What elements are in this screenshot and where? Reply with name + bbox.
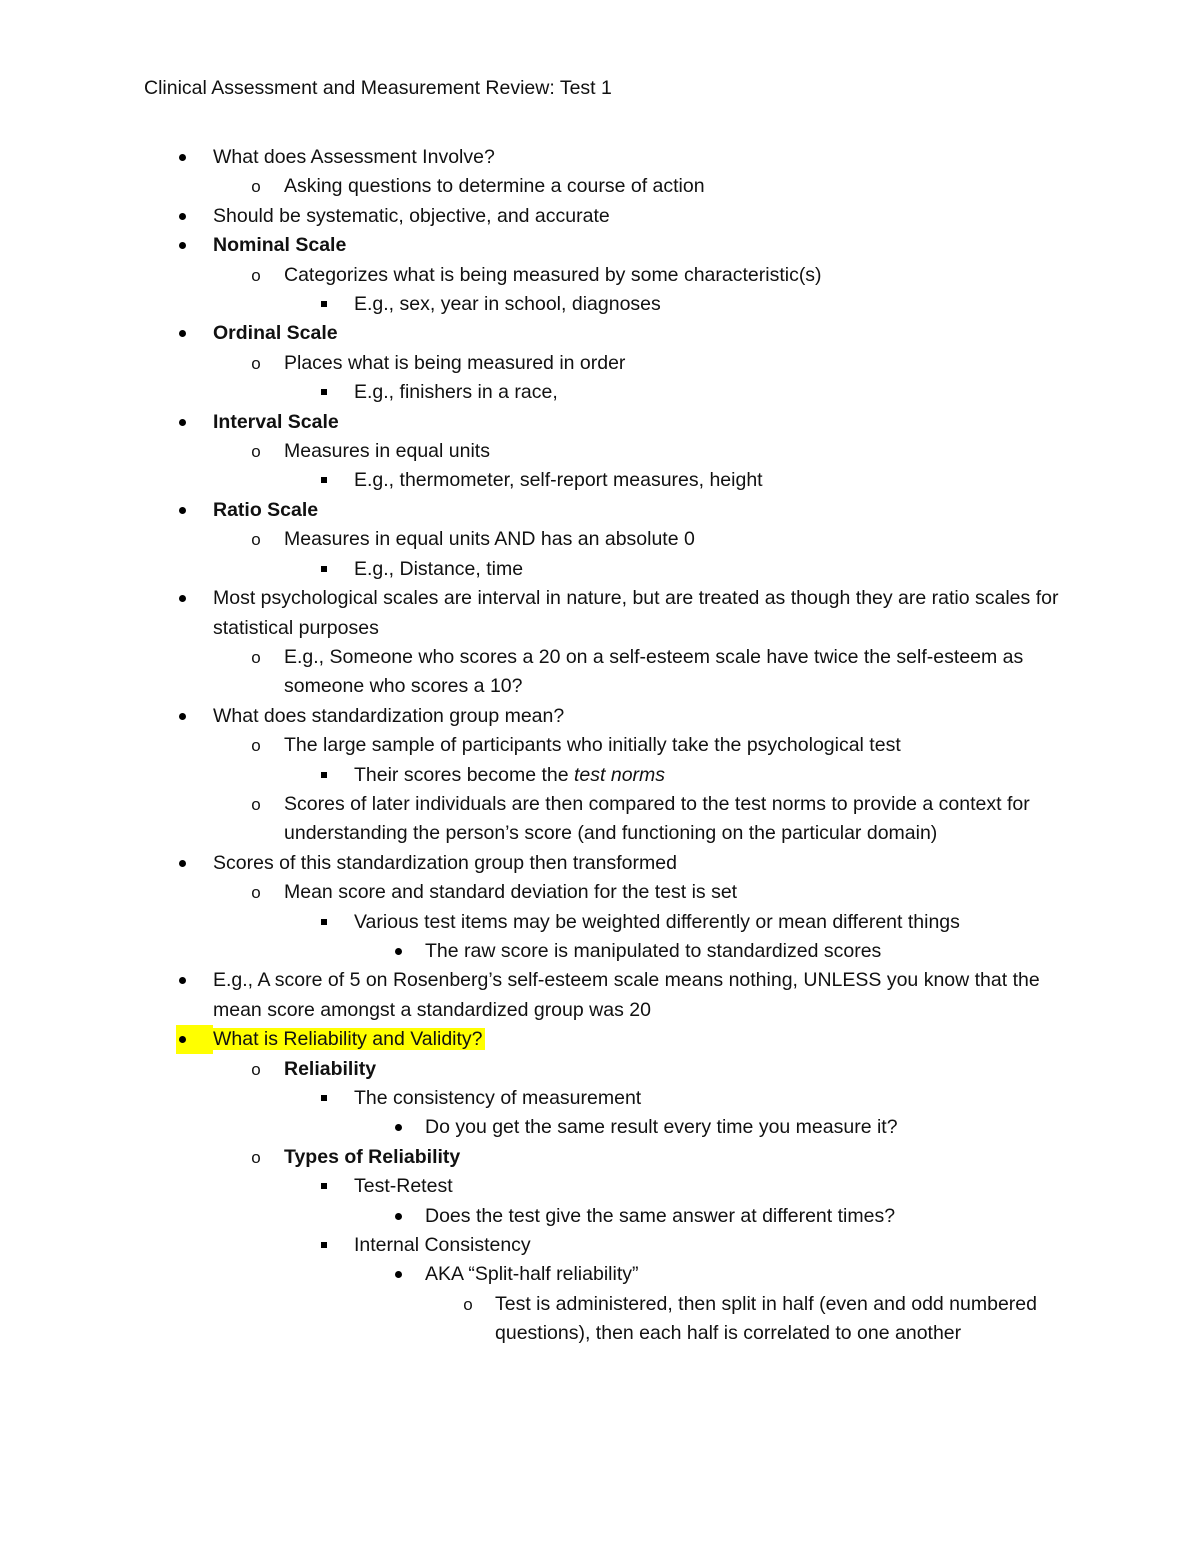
list-item-text: Various test items may be weighted differently or mean different things bbox=[354, 910, 960, 933]
highlighted-text: What is Reliability and Validity? bbox=[213, 1028, 483, 1051]
bullet-square-icon bbox=[314, 555, 334, 572]
heading-reliability: Reliability bbox=[284, 1057, 377, 1080]
bullet-square-icon bbox=[314, 1172, 334, 1189]
list-item bbox=[0, 143, 1200, 172]
list-item bbox=[0, 1202, 1200, 1231]
list-item-text: Most psychological scales are interval in nature, but are treated as though they are ratio scales for statistical purposes bbox=[213, 587, 1059, 639]
bullet-circle-icon bbox=[246, 643, 266, 672]
list-item bbox=[0, 731, 1200, 760]
list-item-text bbox=[213, 1025, 1063, 1054]
list-item-text: The consistency of measurement bbox=[354, 1087, 642, 1109]
bullet-square-icon bbox=[314, 378, 334, 395]
list-item bbox=[0, 1143, 1200, 1172]
bullet-dot-icon bbox=[172, 849, 192, 867]
bullet-circle-icon bbox=[458, 1290, 478, 1319]
bullet-dot-icon bbox=[388, 1202, 408, 1220]
list-item-text: Do you get the same result every time you measure it? bbox=[425, 1116, 898, 1139]
list-item bbox=[0, 966, 1200, 1025]
bullet-dot-icon bbox=[172, 584, 192, 602]
list-item-text: AKA “Split-half reliability” bbox=[425, 1263, 639, 1286]
bullet-dot-icon bbox=[172, 202, 192, 220]
bullet-square-icon bbox=[314, 761, 334, 778]
list-item bbox=[0, 437, 1200, 466]
bullet-circle-icon bbox=[246, 261, 266, 290]
bullet-dot-icon bbox=[172, 408, 192, 426]
list-item-text: Measures in equal units bbox=[284, 440, 490, 463]
heading-nominal-scale: Nominal Scale bbox=[213, 234, 347, 257]
list-item bbox=[0, 643, 1200, 702]
list-item bbox=[0, 1231, 1200, 1260]
list-item bbox=[0, 1172, 1200, 1201]
list-item bbox=[0, 1260, 1200, 1289]
list-item bbox=[0, 1084, 1200, 1113]
bullet-circle-icon bbox=[246, 525, 266, 554]
list-item-text: Asking questions to determine a course of action bbox=[284, 175, 705, 198]
list-item bbox=[0, 349, 1200, 378]
list-item bbox=[0, 584, 1200, 643]
list-item-text: E.g., sex, year in school, diagnoses bbox=[354, 293, 661, 316]
list-item-text: The raw score is manipulated to standardized scores bbox=[425, 939, 882, 962]
list-item-text: E.g., Someone who scores a 20 on a self-esteem scale have twice the self-esteem as someone who scores a 10? bbox=[284, 645, 1024, 698]
bullet-dot-icon bbox=[388, 937, 408, 955]
list-item-text-prefix: Their scores become the bbox=[354, 763, 575, 786]
list-item-text: The large sample of participants who initially take the psychological test bbox=[284, 734, 901, 757]
list-item-text: E.g., A score of 5 on Rosenberg’s self-esteem scale means nothing, UNLESS you know that the mean score amongst a standardized group was 20 bbox=[213, 969, 1040, 1021]
list-item-text: Scores of later individuals are then compared to the test norms to provide a context for understanding the person’s score (and functioning on the particular domain) bbox=[284, 792, 1030, 845]
outline-list bbox=[0, 143, 1200, 1349]
bullet-square-icon bbox=[314, 1231, 334, 1248]
list-item-text: Scores of this standardization group then transformed bbox=[213, 851, 677, 874]
list-item-text: What does standardization group mean? bbox=[213, 704, 565, 727]
bullet-dot-icon bbox=[388, 1260, 408, 1278]
list-item-text bbox=[354, 761, 1064, 790]
bullet-dot-icon bbox=[172, 966, 192, 984]
list-item-text: E.g., thermometer, self-report measures, height bbox=[354, 469, 763, 492]
bullet-circle-icon bbox=[246, 790, 266, 819]
list-item bbox=[0, 496, 1200, 525]
heading-types-of-reliability: Types of Reliability bbox=[284, 1145, 461, 1168]
list-item bbox=[0, 1290, 1200, 1349]
list-item bbox=[0, 1113, 1200, 1142]
list-item-text: Does the test give the same answer at different times? bbox=[425, 1204, 896, 1227]
list-item-text: Test-Retest bbox=[354, 1175, 453, 1198]
list-item bbox=[0, 231, 1200, 260]
emphasis-test-norms: test norms bbox=[574, 763, 666, 786]
list-item-text: Test is administered, then split in half (even and odd numbered questions), then each half is correlated to one another bbox=[495, 1292, 1037, 1345]
list-item-text: E.g., finishers in a race, bbox=[354, 381, 558, 404]
bullet-dot-icon bbox=[172, 496, 192, 514]
list-item bbox=[0, 761, 1200, 790]
document-title: Clinical Assessment and Measurement Review: Test 1 bbox=[144, 77, 612, 99]
list-item bbox=[0, 878, 1200, 907]
bullet-circle-icon bbox=[246, 349, 266, 378]
list-item bbox=[0, 937, 1200, 966]
list-item bbox=[0, 849, 1200, 878]
bullet-dot-icon bbox=[172, 143, 192, 161]
list-item-text: What does Assessment Involve? bbox=[213, 146, 495, 168]
bullet-circle-icon bbox=[246, 437, 266, 466]
bullet-square-icon bbox=[314, 1084, 334, 1101]
bullet-circle-icon bbox=[246, 878, 266, 907]
list-item bbox=[0, 466, 1200, 495]
list-item bbox=[0, 1055, 1200, 1084]
list-item-text: Measures in equal units AND has an absolute 0 bbox=[284, 528, 695, 551]
list-item bbox=[0, 261, 1200, 290]
bullet-square-icon bbox=[314, 908, 334, 925]
heading-interval-scale: Interval Scale bbox=[213, 410, 339, 433]
list-item bbox=[0, 172, 1200, 201]
list-item-text: Mean score and standard deviation for the test is set bbox=[284, 881, 738, 904]
list-item-text: Categorizes what is being measured by some characteristic(s) bbox=[284, 263, 822, 286]
list-item bbox=[0, 319, 1200, 348]
bullet-square-icon bbox=[314, 466, 334, 483]
list-item bbox=[0, 202, 1200, 231]
bullet-circle-icon bbox=[246, 172, 266, 201]
list-item bbox=[0, 525, 1200, 554]
heading-ratio-scale: Ratio Scale bbox=[213, 498, 319, 521]
list-item bbox=[0, 290, 1200, 319]
bullet-dot-icon bbox=[172, 231, 192, 249]
list-item bbox=[0, 408, 1200, 437]
bullet-dot-icon bbox=[172, 702, 192, 720]
bullet-dot-icon bbox=[176, 1025, 213, 1054]
list-item-text: E.g., Distance, time bbox=[354, 557, 524, 580]
list-item bbox=[0, 378, 1200, 407]
list-item bbox=[0, 790, 1200, 849]
list-item-text: Internal Consistency bbox=[354, 1234, 531, 1257]
list-item-text: Should be systematic, objective, and accurate bbox=[213, 204, 610, 227]
bullet-square-icon bbox=[314, 290, 334, 307]
list-item-text: Places what is being measured in order bbox=[284, 351, 626, 374]
list-item-highlighted bbox=[0, 1025, 1200, 1054]
list-item bbox=[0, 702, 1200, 731]
heading-ordinal-scale: Ordinal Scale bbox=[213, 322, 338, 345]
bullet-circle-icon bbox=[246, 1055, 266, 1084]
list-item bbox=[0, 555, 1200, 584]
list-item bbox=[0, 908, 1200, 937]
bullet-dot-icon bbox=[172, 319, 192, 337]
bullet-circle-icon bbox=[246, 731, 266, 760]
bullet-dot-icon bbox=[388, 1113, 408, 1131]
bullet-circle-icon bbox=[246, 1143, 266, 1172]
